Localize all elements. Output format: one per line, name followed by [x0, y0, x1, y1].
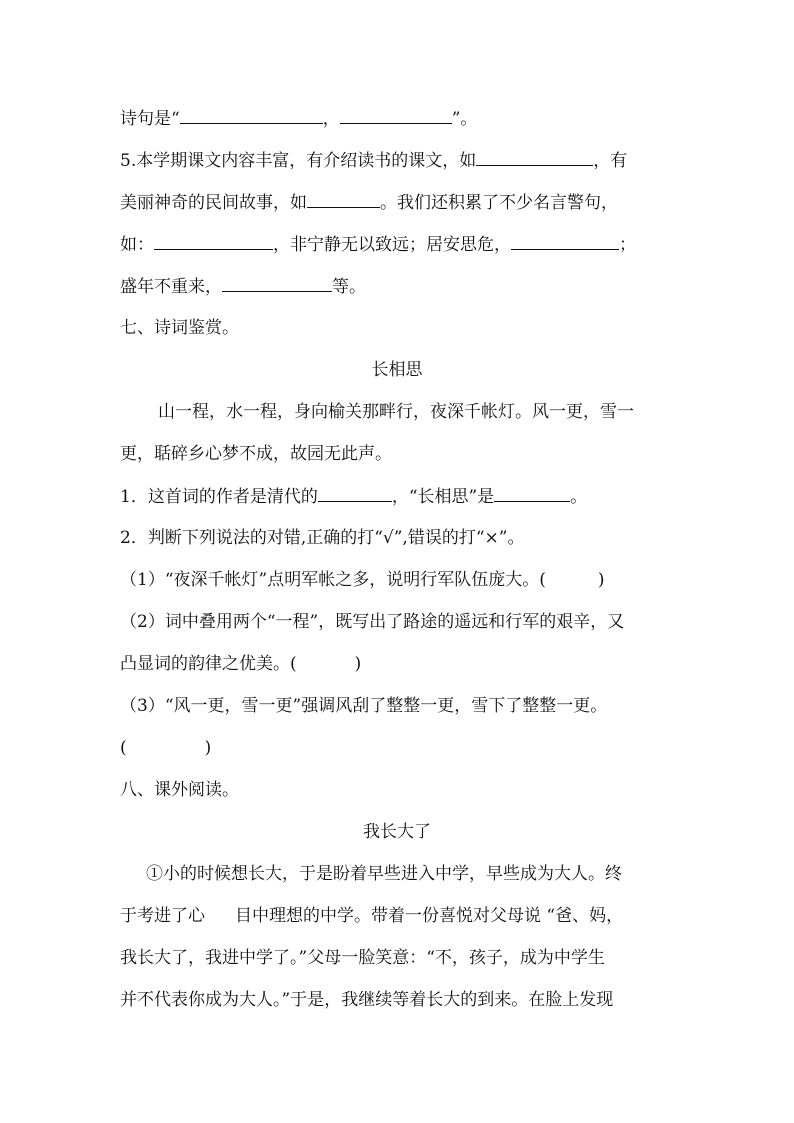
text: ，	[322, 109, 340, 129]
judge-item-3-answer	[120, 736, 680, 760]
text: 盛年不重来，	[120, 277, 222, 297]
blank-cipai[interactable]	[494, 484, 570, 502]
judge-item-2-line-2	[120, 652, 680, 676]
essay-title: 我长大了	[363, 822, 431, 842]
essay-line-1: ①小的时候想长大，于是盼着早些进入中学，早些成为大人。终	[146, 864, 622, 884]
fill-line-3	[120, 190, 680, 215]
text: 5.本学期课文内容丰富，有介绍读书的课文，如	[120, 151, 477, 171]
text: 1．这首词的作者是清代的	[120, 487, 318, 507]
text: 诗句是“	[120, 109, 180, 129]
section-7-heading: 七、诗词鉴赏。	[120, 318, 239, 338]
text: 。	[570, 487, 588, 507]
answer-paren-close[interactable]: )	[597, 570, 605, 590]
poem-title: 长相思	[371, 360, 423, 380]
text: 于考进了心	[120, 906, 205, 926]
text: ，非宁静无以致远；居安思危，	[273, 235, 511, 255]
text: ”。	[451, 109, 478, 129]
answer-paren-open[interactable]: (	[120, 738, 127, 758]
text: （1）“夜深千帐灯”点明军帐之多，说明行军队伍庞大。	[120, 570, 540, 590]
text: 如：	[120, 235, 154, 255]
blank-5[interactable]	[154, 232, 273, 250]
blank-6[interactable]	[511, 232, 619, 250]
text: 。我们还积累了不少名言警句，	[380, 193, 618, 213]
judge-item-2-line-1: （2）词中叠用两个“一程”，既写出了路途的遥远和行军的艰辛，又	[120, 612, 625, 632]
fill-line-1	[120, 106, 680, 131]
blank-author[interactable]	[318, 484, 392, 502]
fill-line-2	[120, 148, 680, 173]
essay-line-4: 并不代表你成为大人。”于是，我继续等着长大的到来。在脸上发现	[120, 990, 614, 1010]
judge-item-1	[120, 568, 680, 592]
essay-line-3: 我长大了，我进中学了。”父母一脸笑意：“不，孩子，成为中学生	[120, 948, 605, 968]
text: ，有	[593, 151, 628, 171]
blank-2[interactable]	[340, 106, 452, 124]
blank-7[interactable]	[222, 274, 332, 292]
section-8-heading: 八、课外阅读。	[120, 780, 239, 800]
text: 凸显词的韵律之优美。	[120, 654, 290, 674]
fill-line-5	[120, 274, 680, 299]
poem-line-1: 山一程，水一程，身向榆关那畔行，夜深千帐灯。风一更，雪一	[158, 402, 634, 422]
blank-1[interactable]	[180, 106, 323, 124]
judge-item-3-line-1: （3）“风一更，雪一更”强调风刮了整整一更，雪下了整整一更。	[120, 696, 608, 716]
text: ；	[619, 235, 636, 255]
text: 目中理想的中学。带着一份喜悦对父母说 “爸、妈，	[235, 906, 624, 926]
fill-line-4	[120, 232, 680, 257]
question-2: 2．判断下列说法的对错,正确的打“√”,错误的打“×”。	[120, 528, 525, 548]
answer-paren-close[interactable]: )	[204, 738, 212, 758]
answer-paren-open[interactable]: (	[539, 570, 546, 590]
text: 美丽神奇的民间故事，如	[120, 193, 307, 213]
answer-paren-open[interactable]: (	[290, 654, 297, 674]
answer-paren-close[interactable]: )	[354, 654, 362, 674]
text: 等。	[332, 277, 366, 297]
text: ，“长相思”是	[391, 487, 495, 507]
blank-4[interactable]	[307, 190, 380, 208]
poem-line-2: 更，聒碎乡心梦不成，故园无此声。	[120, 444, 392, 464]
question-1	[120, 484, 680, 509]
essay-line-2	[120, 904, 680, 928]
blank-3[interactable]	[476, 148, 593, 166]
